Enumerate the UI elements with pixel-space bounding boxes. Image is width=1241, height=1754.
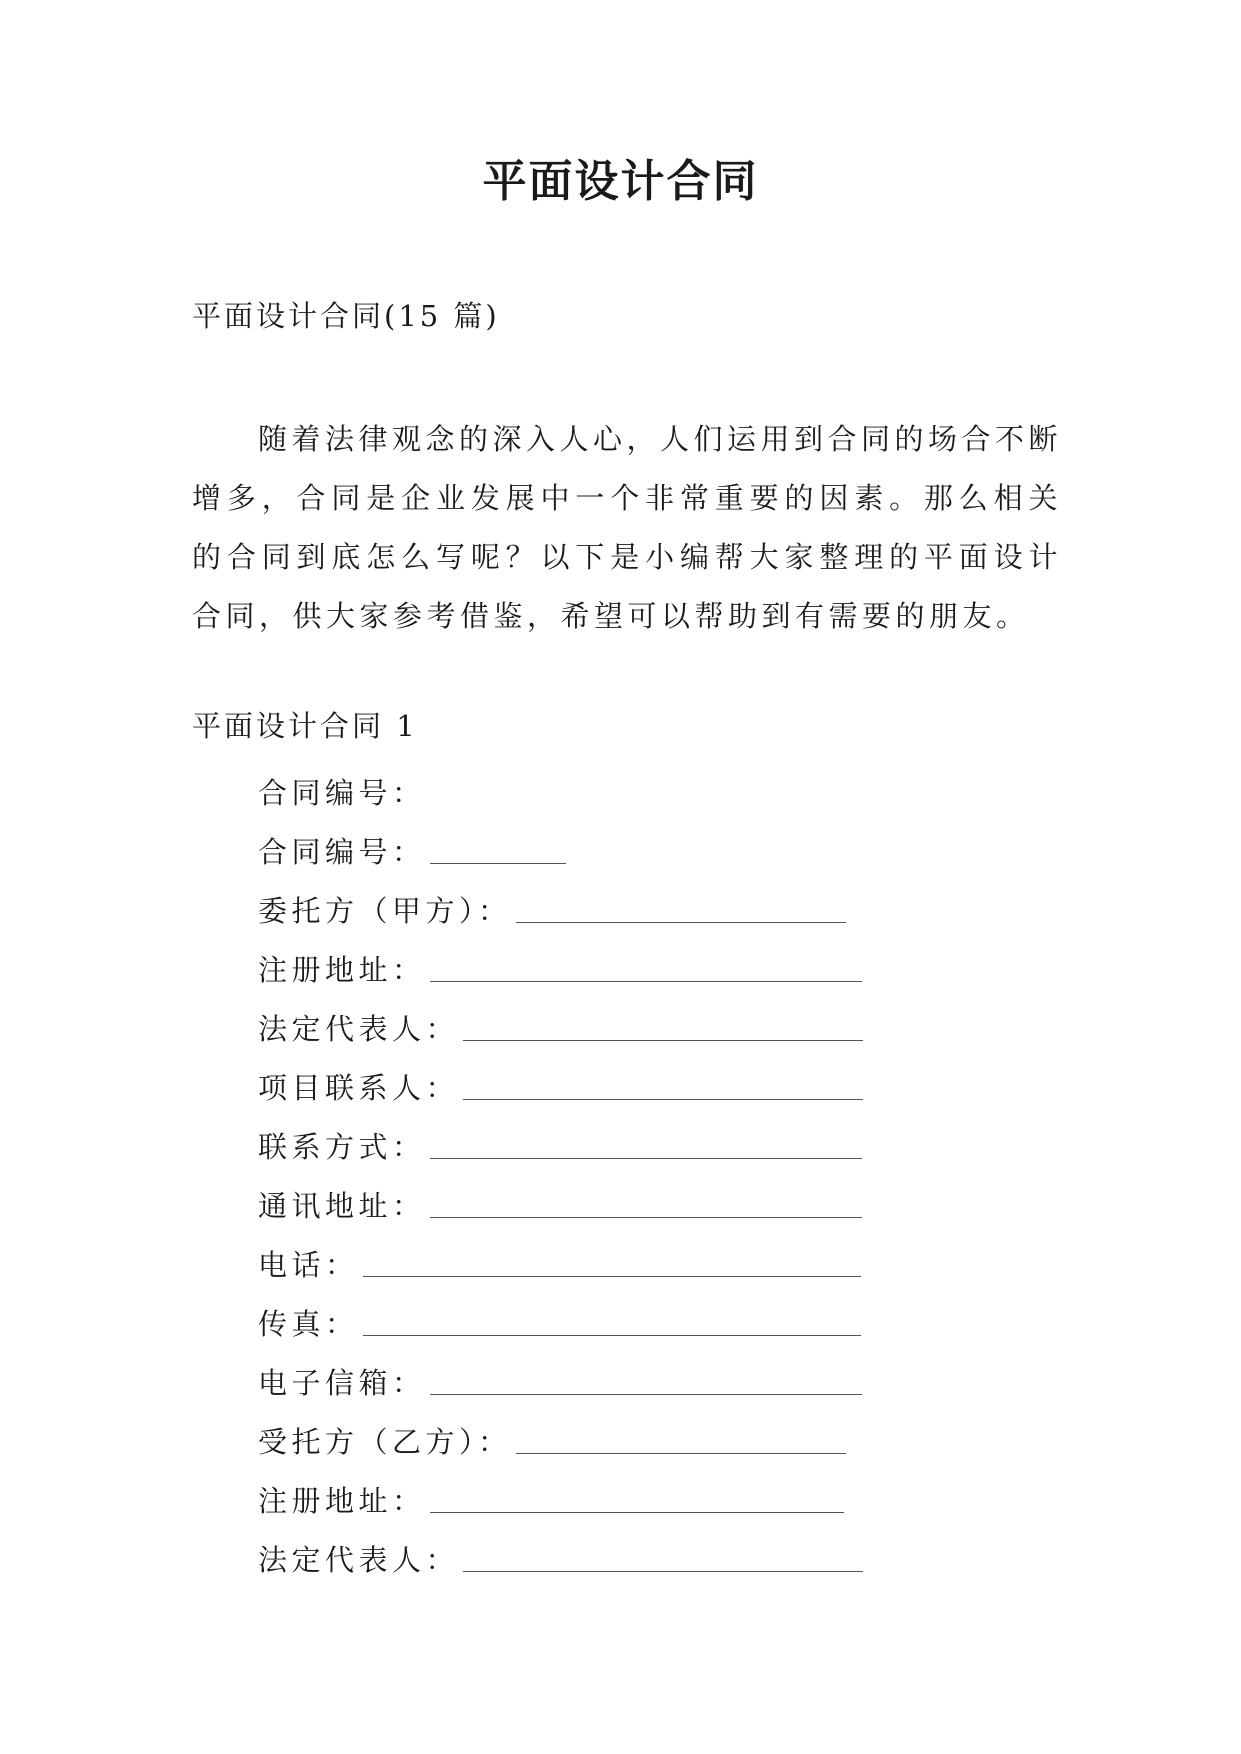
fill-in-blank[interactable] bbox=[463, 1571, 863, 1572]
document-subtitle: 平面设计合同(15 篇) bbox=[192, 299, 500, 333]
fill-in-blank[interactable] bbox=[430, 1158, 862, 1159]
fill-in-blank[interactable] bbox=[363, 1276, 861, 1277]
document-title: 平面设计合同 bbox=[482, 156, 759, 207]
fill-in-blank[interactable] bbox=[363, 1335, 861, 1336]
intro-paragraph: 随着法律观念的深入人心，人们运用到合同的场合不断增多，合同是企业发展中一个非常重要的因素。那么相关的合同到底怎么写呢？以下是小编帮大家整理的平面设计合同，供大家参考借鉴，希望可以帮助到有需要的朋友。 bbox=[192, 422, 1063, 633]
field-legal-representative-a bbox=[258, 998, 1058, 1057]
field-label: 电话： bbox=[258, 1248, 359, 1282]
field-label: 通讯地址： bbox=[258, 1189, 426, 1223]
field-mailing-address bbox=[258, 1175, 1058, 1234]
contract-fields bbox=[258, 762, 1058, 1588]
field-label: 注册地址： bbox=[258, 953, 426, 987]
field-legal-representative-b bbox=[258, 1529, 1058, 1588]
fill-in-blank[interactable] bbox=[430, 981, 862, 982]
fill-in-blank[interactable] bbox=[430, 1512, 844, 1513]
field-project-contact bbox=[258, 1057, 1058, 1116]
section-heading: 平面设计合同 1 bbox=[192, 709, 418, 743]
field-label: 注册地址： bbox=[258, 1484, 426, 1518]
fill-in-blank[interactable] bbox=[516, 922, 846, 923]
field-label: 合同编号： bbox=[258, 835, 426, 869]
fill-in-blank[interactable] bbox=[463, 1099, 863, 1100]
field-contract-number-blank bbox=[258, 821, 1058, 880]
field-phone bbox=[258, 1234, 1058, 1293]
field-label: 联系方式： bbox=[258, 1130, 426, 1164]
field-label: 传真： bbox=[258, 1307, 359, 1341]
field-contract-number bbox=[258, 762, 1058, 821]
fill-in-blank[interactable] bbox=[516, 1453, 846, 1454]
field-registered-address-b bbox=[258, 1470, 1058, 1529]
field-party-a bbox=[258, 880, 1058, 939]
field-label: 电子信箱： bbox=[258, 1366, 426, 1400]
field-fax bbox=[258, 1293, 1058, 1352]
field-label: 法定代表人： bbox=[258, 1543, 460, 1577]
field-label: 委托方（甲方）： bbox=[258, 894, 512, 928]
field-registered-address-a bbox=[258, 939, 1058, 998]
field-label: 项目联系人： bbox=[258, 1071, 460, 1105]
fill-in-blank[interactable] bbox=[430, 863, 566, 864]
field-label: 合同编号： bbox=[258, 776, 426, 810]
field-party-b bbox=[258, 1411, 1058, 1470]
field-label: 法定代表人： bbox=[258, 1012, 460, 1046]
field-label: 受托方（乙方）： bbox=[258, 1425, 512, 1459]
fill-in-blank[interactable] bbox=[430, 1217, 862, 1218]
field-email bbox=[258, 1352, 1058, 1411]
field-contact-method bbox=[258, 1116, 1058, 1175]
fill-in-blank[interactable] bbox=[463, 1040, 863, 1041]
fill-in-blank[interactable] bbox=[430, 1394, 862, 1395]
